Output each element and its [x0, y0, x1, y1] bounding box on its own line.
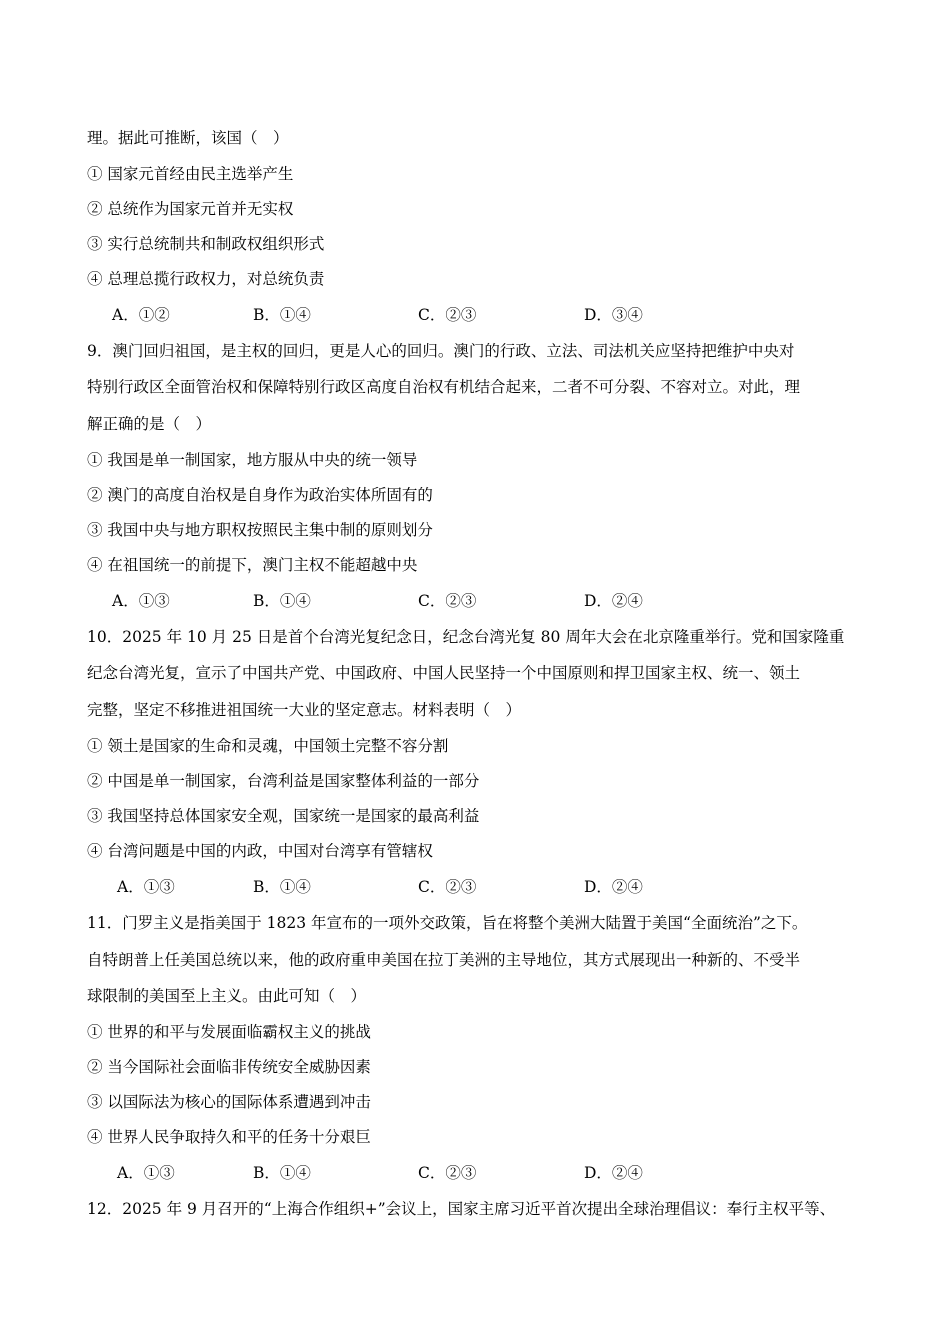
q10-option-b[interactable]: B．①④ — [253, 878, 311, 896]
q10-stem-line-2: 纪念台湾光复，宣示了中国共产党、中国政府、中国人民坚持一个中国原则和捍卫国家主权、统一、领土 — [87, 664, 801, 682]
q8-option-d[interactable]: D．③④ — [584, 306, 643, 324]
q9-stem-line-2: 特别行政区全面管治权和保障特别行政区高度自治权有机结合起来，二者不可分裂、不容对立。对此，理 — [87, 378, 801, 396]
q11-item-2: ② 当今国际社会面临非传统安全威胁因素 — [87, 1058, 371, 1076]
q11-option-d[interactable]: D．②④ — [584, 1164, 643, 1182]
q11-stem-line-2: 自特朗普上任美国总统以来，他的政府重申美国在拉丁美洲的主导地位，其方式展现出一种新的、不受半 — [87, 951, 801, 969]
question-8-stem-end: 理。据此可推断，该国（ ） — [87, 129, 289, 147]
q10-stem-line-3: 完整，坚定不移推进祖国统一大业的坚定意志。材料表明（ ） — [87, 701, 522, 719]
q9-option-d[interactable]: D．②④ — [584, 592, 643, 610]
q11-item-1: ① 世界的和平与发展面临霸权主义的挑战 — [87, 1023, 371, 1041]
q8-option-a[interactable]: A．①② — [112, 306, 170, 324]
q8-item-2: ② 总统作为国家元首并无实权 — [87, 200, 294, 218]
q11-option-b[interactable]: B．①④ — [253, 1164, 311, 1182]
q9-stem-line-3: 解正确的是（ ） — [87, 415, 212, 433]
q11-item-3: ③ 以国际法为核心的国际体系遭遇到冲击 — [87, 1093, 371, 1111]
q9-stem-line-1: 9．澳门回归祖国，是主权的回归，更是人心的回归。澳门的行政、立法、司法机关应坚持把维护中央对 — [87, 342, 795, 360]
q10-item-4: ④ 台湾问题是中国的内政，中国对台湾享有管辖权 — [87, 842, 433, 860]
q9-item-3: ③ 我国中央与地方职权按照民主集中制的原则划分 — [87, 521, 433, 539]
q8-option-b[interactable]: B．①④ — [253, 306, 311, 324]
q9-option-c[interactable]: C．②③ — [418, 592, 477, 610]
q9-option-b[interactable]: B．①④ — [253, 592, 311, 610]
q9-item-2: ② 澳门的高度自治权是自身作为政治实体所固有的 — [87, 486, 433, 504]
q9-item-1: ① 我国是单一制国家，地方服从中央的统一领导 — [87, 451, 418, 469]
q10-option-d[interactable]: D．②④ — [584, 878, 643, 896]
q8-item-4: ④ 总理总揽行政权力，对总统负责 — [87, 270, 325, 288]
q8-item-1: ① 国家元首经由民主选举产生 — [87, 165, 294, 183]
q11-stem-line-3: 球限制的美国至上主义。由此可知（ ） — [87, 987, 367, 1005]
q11-option-c[interactable]: C．②③ — [418, 1164, 477, 1182]
q10-stem-line-1: 10．2025 年 10 月 25 日是首个台湾光复纪念日，纪念台湾光复 80 周年大会在北京隆重举行。党和国家隆重 — [87, 628, 845, 646]
q10-item-3: ③ 我国坚持总体国家安全观，国家统一是国家的最高利益 — [87, 807, 480, 825]
q10-option-c[interactable]: C．②③ — [418, 878, 477, 896]
q10-item-1: ① 领土是国家的生命和灵魂，中国领土完整不容分割 — [87, 737, 449, 755]
q10-item-2: ② 中国是单一制国家，台湾利益是国家整体利益的一部分 — [87, 772, 480, 790]
q11-option-a[interactable]: A．①③ — [117, 1164, 175, 1182]
q8-item-3: ③ 实行总统制共和制政权组织形式 — [87, 235, 325, 253]
q8-option-c[interactable]: C．②③ — [418, 306, 477, 324]
q12-stem-line-1: 12．2025 年 9 月召开的“上海合作组织+”会议上，国家主席习近平首次提出全球治理倡议：奉行主权平等、 — [87, 1200, 836, 1218]
q9-item-4: ④ 在祖国统一的前提下，澳门主权不能超越中央 — [87, 556, 418, 574]
q11-item-4: ④ 世界人民争取持久和平的任务十分艰巨 — [87, 1128, 371, 1146]
q10-option-a[interactable]: A．①③ — [117, 878, 175, 896]
q11-stem-line-1: 11．门罗主义是指美国于 1823 年宣布的一项外交政策，旨在将整个美洲大陆置于美国“全面统治”之下。 — [87, 914, 808, 932]
q9-option-a[interactable]: A．①③ — [112, 592, 170, 610]
